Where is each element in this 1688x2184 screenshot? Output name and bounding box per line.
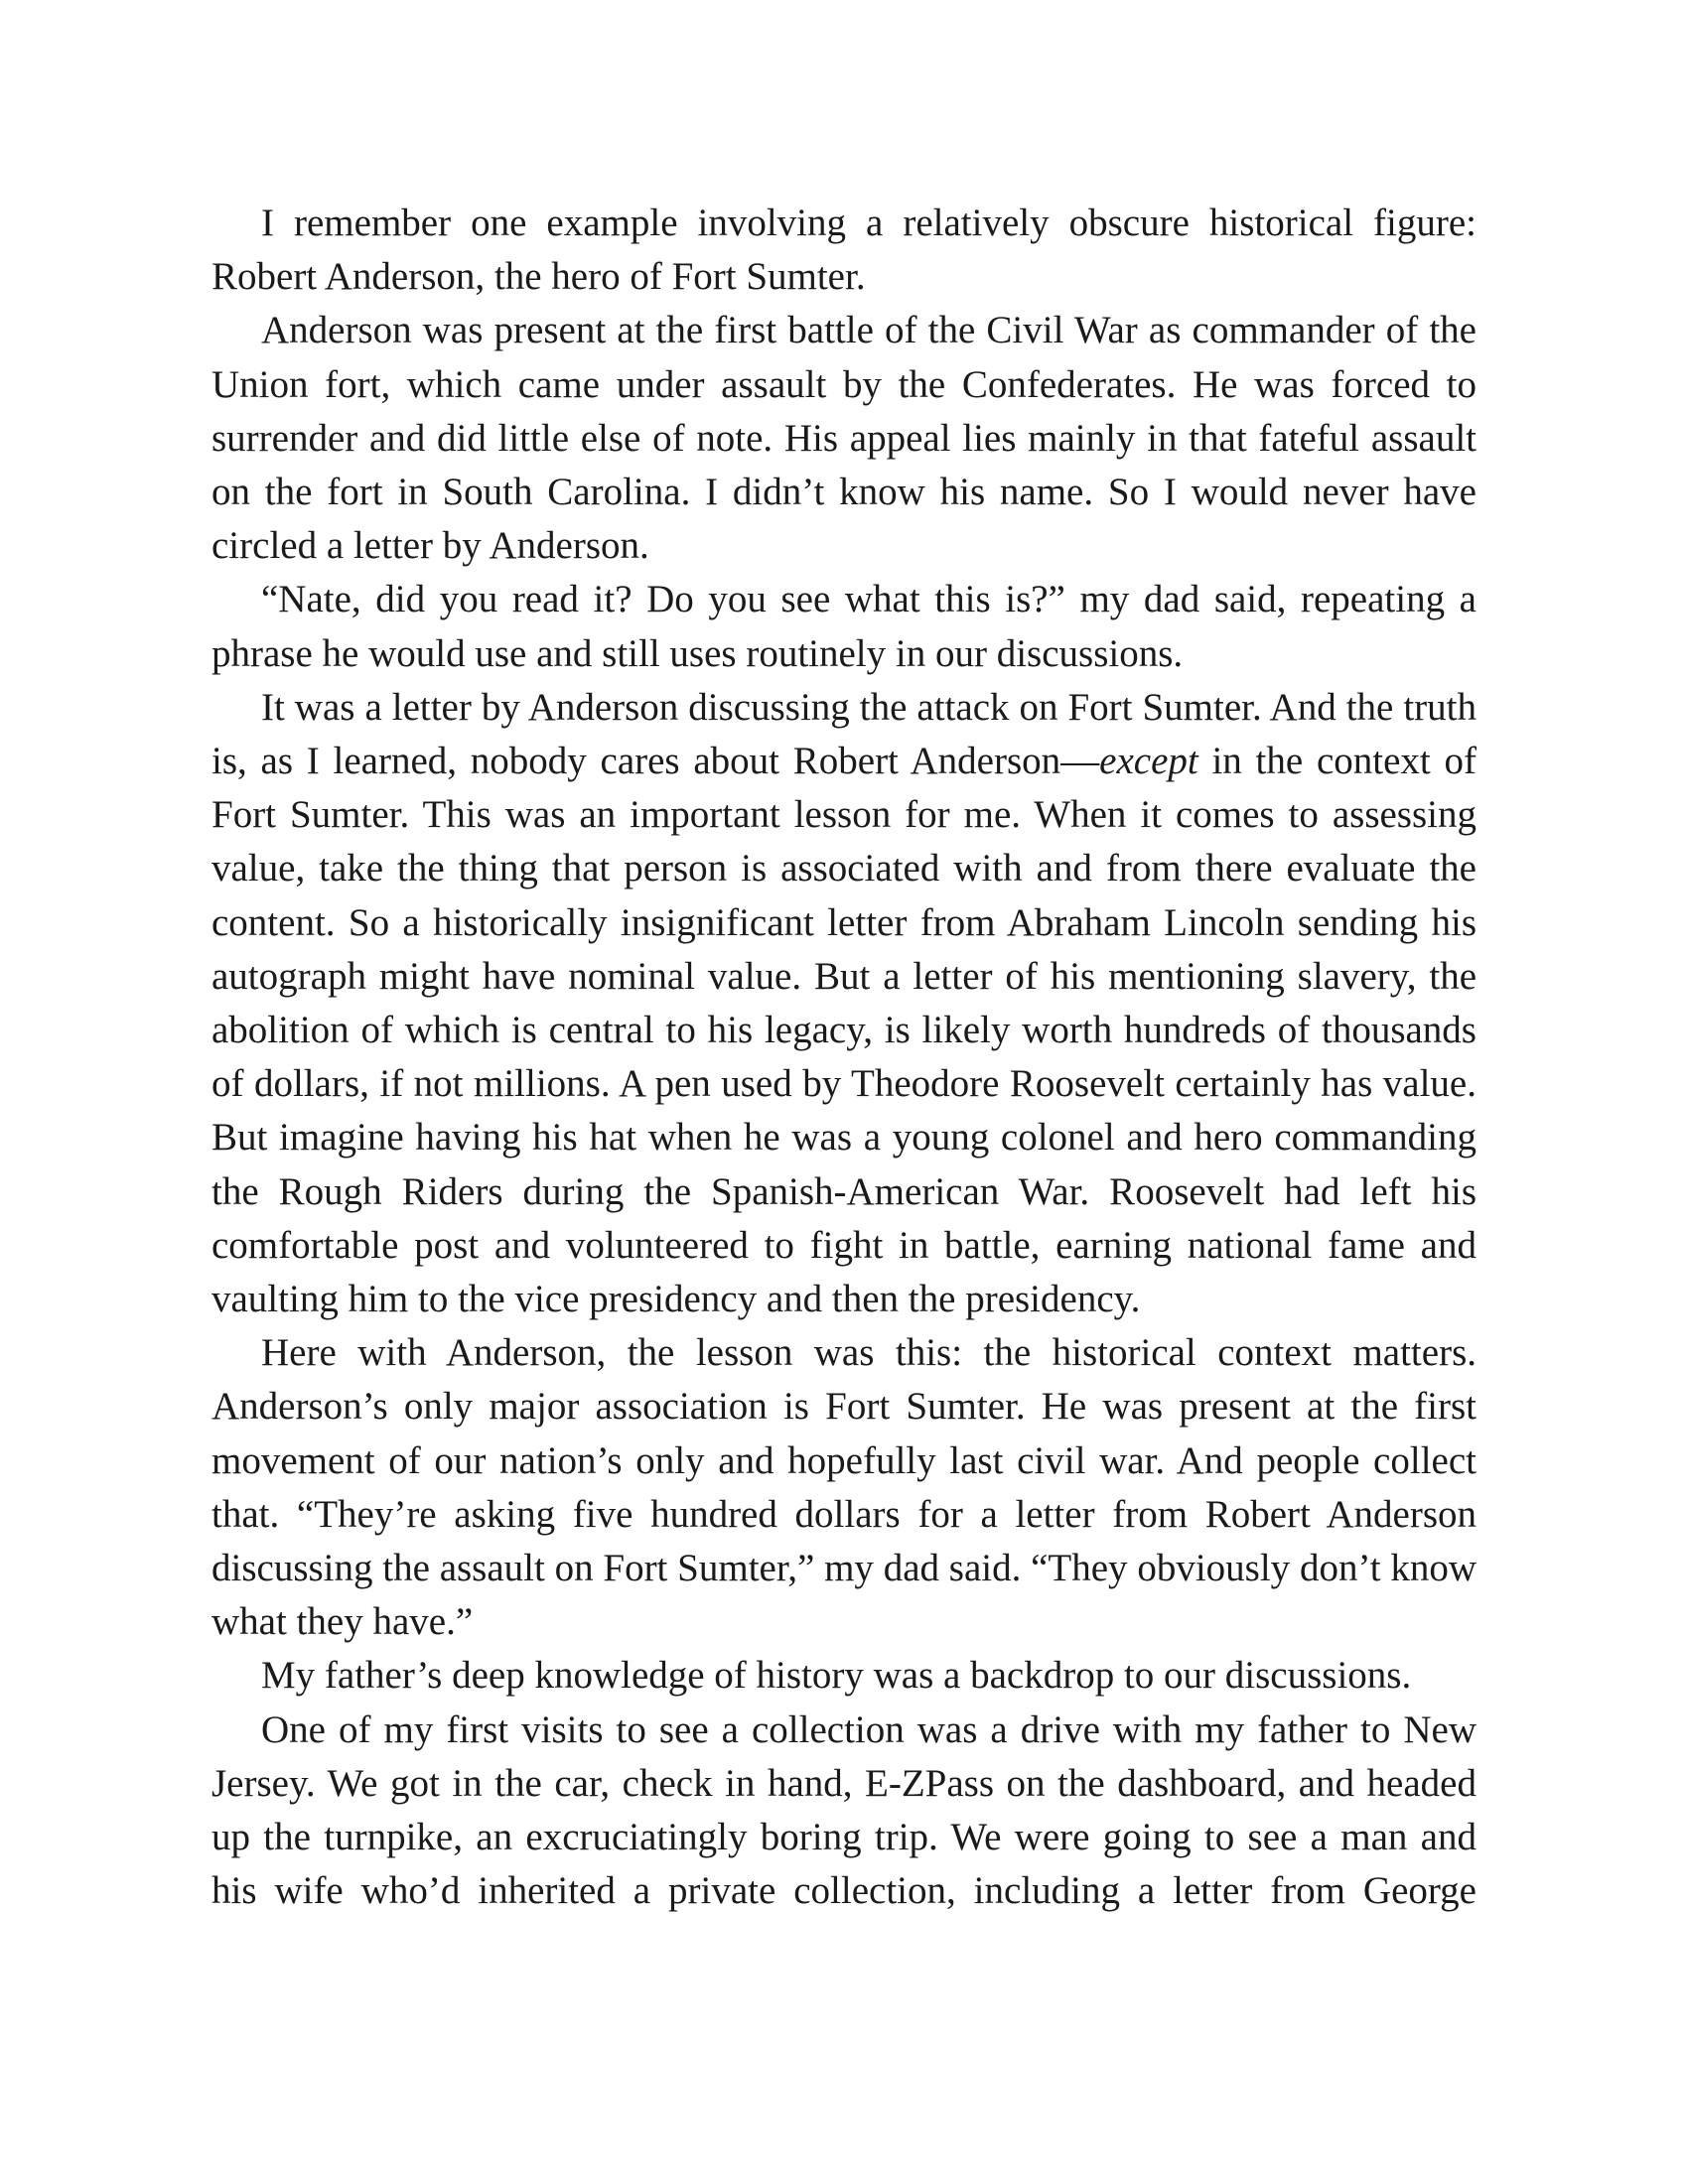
paragraph-text: in the context of Fort Sumter. This was an important lesson for me. When it comes to assessing value, take the thing that person is associated with and from there evaluate the content. So a historically insignificant letter from Abraham Lincoln sending his autograph might have nominal value. But a letter of his mentioning slavery, the abolition of which is central to his legacy, is likely worth hundreds of thousands of dollars, if not millions. A pen used by Theodore Roosevelt certainly has value. But imagine having his hat when he was a young colonel and hero commanding the Rough Riders during the Spanish-American War. Roosevelt had left his comfortable post and volunteered to fight in battle, earning national fame and vaulting him to the vice presidency and then the presidency.: [211, 740, 1477, 1321]
emphasized-word: except: [1099, 740, 1198, 783]
page-body: [211, 197, 1477, 1919]
paragraph: I remember one example involving a relatively obscure historical figure: Robert Anderson, the hero of Fort Sumter.: [211, 202, 1477, 299]
paragraph: Here with Anderson, the lesson was this: the historical context matters. Anderson’s only major association is Fort Sumter. He was present at the first movement of our nation’s only and hopefully last civil war. And people collect that. “They’re asking five hundred dollars for a letter from Robert Anderson discussing the assault on Fort Sumter,” my dad said. “They obviously don’t know what they have.”: [211, 1331, 1477, 1644]
paragraph-text: It was a letter by Anderson discussing the attack on Fort Sumter. And the truth is, as I learned, nobody cares about Robert Anderson—: [211, 685, 1477, 783]
paragraph: “Nate, did you read it? Do you see what this is?” my dad said, repeating a phrase he would use and still uses routinely in our discussions.: [211, 578, 1477, 675]
paragraph: One of my first visits to see a collection was a drive with my father to New Jersey. We got in the car, check in hand, E-ZPass on the dashboard, and headed up the turnpike, an excruciatingly boring trip. We were going to see a man and his wife who’d inherited a private collection, including a letter from George: [211, 1707, 1477, 1913]
paragraph: [211, 681, 1477, 1326]
paragraph: My father’s deep knowledge of history was a backdrop to our discussions.: [261, 1654, 1412, 1698]
paragraph: Anderson was present at the first battle of the Civil War as commander of the Union fort, which came under assault by the Confederates. He was forced to surrender and did little else of note. His appeal lies mainly in that fateful assault on the fort in South Carolina. I didn’t know his name. So I would never have circled a letter by Anderson.: [211, 309, 1477, 568]
